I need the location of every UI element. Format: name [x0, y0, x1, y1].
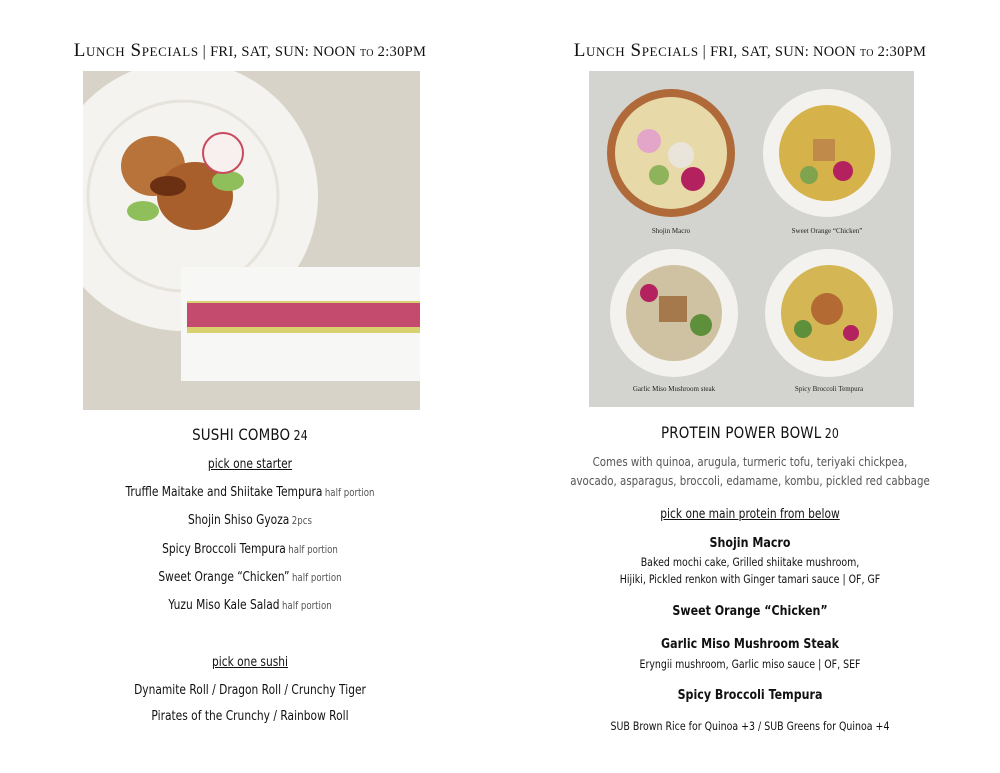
starter-heading: pick one starter	[207, 457, 293, 472]
right-menu-page	[500, 0, 1000, 773]
protein-heading: pick one main protein from below	[660, 507, 840, 522]
starter-note: half portion	[282, 600, 332, 612]
sushi-combo-photo	[83, 71, 420, 410]
starter-option	[45, 513, 455, 528]
bowl-caption: Shojin Macro	[651, 227, 691, 235]
starter-name: Truffle Maitake and Shiitake Tempura	[125, 485, 323, 500]
starter-name: Spicy Broccoli Tempura	[162, 542, 286, 557]
item-price: 24	[293, 429, 308, 444]
header-days: FRI, SAT, SUN: NOON to 2:30PM	[710, 44, 927, 60]
starter-name: Shojin Shiso Gyoza	[188, 513, 290, 528]
starter-name: Yuzu Miso Kale Salad	[168, 598, 280, 613]
substitution-note: SUB Brown Rice for Quinoa +3 / SUB Greens for Quinoa +4	[610, 719, 890, 733]
starter-name: Sweet Orange “Chicken”	[158, 570, 290, 585]
bowl-description-line: Comes with quinoa, arugula, turmeric tofu, teriyaki chickpea,	[592, 454, 908, 469]
starter-note: 2pcs	[291, 515, 312, 527]
header-days: FRI, SAT, SUN: NOON to 2:30PM	[210, 44, 427, 60]
protein-option-details: Eryngii mushroom, Garlic miso sauce | OF, SEF	[639, 657, 861, 671]
sushi-option-line: Pirates of the Crunchy / Rainbow Roll	[151, 709, 349, 724]
starter-option	[45, 598, 455, 613]
starter-option	[45, 570, 455, 585]
starter-note: half portion	[324, 487, 375, 499]
item-title: SUSHI COMBO	[192, 425, 291, 444]
protein-option-name: Shojin Macro	[709, 535, 791, 551]
item-title: PROTEIN POWER BOWL	[660, 423, 822, 442]
bowls-illustration	[589, 71, 914, 407]
sushi-option-line: Dynamite Roll / Dragon Roll / Crunchy Tiger	[134, 683, 366, 698]
protein-option-name: Sweet Orange “Chicken”	[672, 603, 828, 619]
header-main: Lunch Specials	[573, 40, 699, 61]
header-main: Lunch Specials	[73, 40, 199, 61]
starter-note: half portion	[291, 572, 342, 584]
header-separator: |	[202, 43, 207, 60]
protein-bowls-photo	[589, 71, 914, 407]
sushi-heading: pick one sushi	[212, 655, 288, 670]
bowl-caption: Sweet Orange “Chicken”	[791, 227, 863, 235]
page-header	[500, 40, 1000, 62]
bowl-caption: Garlic Miso Mushroom steak	[632, 385, 716, 393]
protein-option-details: Hijiki, Pickled renkon with Ginger tamari sauce | OF, GF	[619, 572, 881, 586]
protein-bowl-title	[540, 423, 960, 442]
page-header	[0, 40, 500, 62]
starter-option	[45, 542, 455, 557]
item-price: 20	[824, 427, 840, 442]
protein-option-name: Spicy Broccoli Tempura	[677, 687, 823, 703]
protein-option-details: Baked mochi cake, Grilled shiitake mushroom,	[640, 555, 860, 569]
sushi-combo-illustration	[83, 71, 420, 410]
protein-option-name: Garlic Miso Mushroom Steak	[661, 636, 839, 652]
sushi-combo-title	[40, 425, 460, 444]
bowl-description-line: avocado, asparagus, broccoli, edamame, kombu, pickled red cabbage	[570, 473, 930, 488]
header-separator: |	[702, 43, 707, 60]
bowl-caption: Spicy Broccoli Tempura	[794, 385, 864, 393]
starter-option	[45, 485, 455, 500]
starter-note: half portion	[288, 544, 338, 556]
